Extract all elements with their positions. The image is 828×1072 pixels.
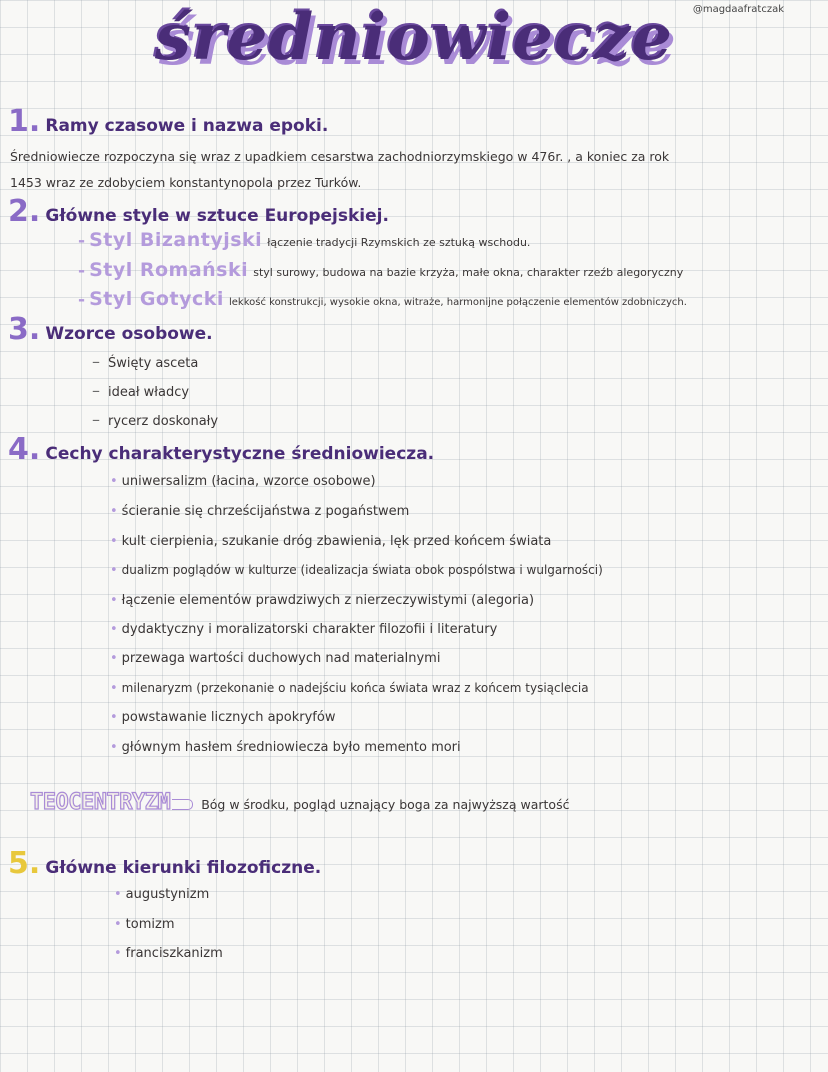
style-row: [78, 288, 687, 310]
list-item: • powstawanie licznych apokryfów: [110, 710, 336, 725]
paragraph-line: 1453 wraz ze zdobyciem konstantynopola przez Turków.: [10, 175, 362, 190]
section-5-heading: [8, 846, 321, 881]
section-title: Ramy czasowe i nazwa epoki.: [45, 116, 329, 136]
list-item: • łączenie elementów prawdziwych z nierzeczywistymi (alegoria): [110, 593, 535, 608]
list-item: • uniwersalizm (łacina, wzorce osobowe): [110, 474, 376, 489]
list-item: – rycerz doskonały: [92, 410, 219, 429]
section-3-heading: [8, 312, 213, 347]
style-description: łączenie tradycji Rzymskich ze sztuką wschodu.: [267, 236, 531, 249]
style-description: styl surowy, budowa na bazie krzyża, małe okna, charakter rzeźb alegoryczny: [253, 266, 684, 279]
style-row: [78, 229, 530, 251]
section-4-heading: [8, 432, 434, 467]
style-name: Styl Bizantyjski: [89, 229, 263, 251]
section-number: 3.: [8, 312, 41, 347]
list-item: • tomizm: [114, 917, 175, 932]
list-item: • głównym hasłem średniowiecza było memento mori: [110, 740, 461, 755]
paragraph-line: Średniowiecze rozpoczyna się wraz z upadkiem cesarstwa zachodniorzymskiego w 476r. , a koniec za rok: [10, 149, 670, 164]
list-item: • dydaktyczny i moralizatorski charakter filozofii i literatury: [110, 622, 498, 637]
style-row: [78, 259, 683, 281]
section-number: 2.: [8, 194, 41, 229]
teocentryzm-row: [30, 790, 569, 815]
teocentryzm-definition: Bóg w środku, pogląd uznający boga za najwyższą wartość: [201, 797, 570, 812]
section-number: 5.: [8, 846, 41, 881]
section-number: 1.: [8, 104, 41, 139]
list-item: • dualizm poglądów w kulturze (idealizacja świata obok pospólstwa i wulgarności): [110, 563, 603, 578]
section-title: Główne style w sztuce Europejskiej.: [45, 206, 389, 226]
list-item: – ideał władcy: [92, 381, 190, 400]
list-item: • augustynizm: [114, 887, 210, 902]
list-item: • milenaryzm (przekonanie o nadejściu końca świata wraz z końcem tysiąclecia: [110, 681, 589, 696]
list-item: – Święty asceta: [92, 352, 199, 371]
style-name: Styl Romański: [89, 259, 249, 281]
section-title: Wzorce osobowe.: [45, 324, 213, 344]
section-number: 4.: [8, 432, 41, 467]
list-item: • przewaga wartości duchowych nad materialnymi: [110, 651, 441, 666]
author-handle: @magdaafratczak: [692, 4, 784, 15]
section-2-heading: [8, 194, 389, 229]
page-title: średniowiecze: [155, 0, 673, 75]
teocentryzm-term: TEOCENTRYZM: [30, 790, 171, 815]
list-item: • ścieranie się chrześcijaństwa z pogaństwem: [110, 504, 410, 519]
section-1-heading: [8, 104, 328, 139]
list-item: • kult cierpienia, szukanie dróg zbawienia, lęk przed końcem świata: [110, 534, 552, 549]
style-description: lekkość konstrukcji, wysokie okna, witraże, harmonijne połączenie elementów zdobniczych.: [228, 297, 687, 308]
arrow-icon: [172, 799, 193, 810]
dash-marker: -: [78, 290, 86, 310]
list-item: • franciszkanizm: [114, 946, 223, 961]
section-title: Główne kierunki filozoficzne.: [45, 858, 322, 878]
section-title: Cechy charakterystyczne średniowiecza.: [45, 444, 435, 464]
dash-marker: -: [78, 261, 86, 281]
dash-marker: -: [78, 231, 86, 251]
style-name: Styl Gotycki: [89, 288, 224, 310]
